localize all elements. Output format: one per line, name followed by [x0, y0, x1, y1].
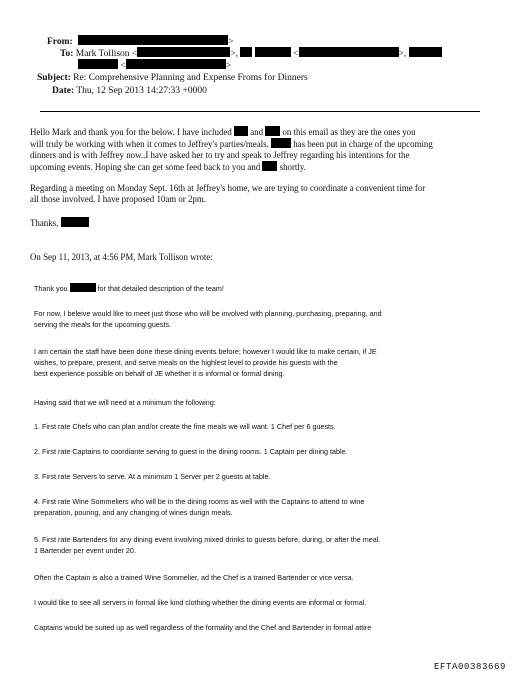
- to-label: To:: [60, 49, 74, 59]
- reply-paragraph-2: [30, 183, 486, 205]
- redaction-block: [299, 47, 399, 57]
- header-divider: [40, 111, 480, 112]
- text-line: 4. First rate Wine Sommeliers who will be in the dining rooms as well with the Captains to attend to wine: [34, 497, 365, 506]
- redaction-block: [265, 126, 280, 136]
- to-name: Mark Tollison <: [75, 49, 138, 59]
- list-item-3: 3. First rate Servers to serve. At a minimum 1 Server per 2 guests at table.: [34, 472, 271, 481]
- redaction-block: [262, 161, 277, 171]
- redaction-block: [78, 35, 228, 45]
- angle-bracket: >: [225, 61, 232, 71]
- redaction-block: [137, 47, 230, 57]
- angle-bracket: <: [120, 61, 126, 71]
- quoted-paragraph-2: [34, 308, 486, 330]
- text-line: will truly be working with when it comes to Jeffrey's parties/meals.: [30, 139, 269, 149]
- quoted-line-1: [34, 283, 486, 294]
- quoted-paragraph-3: [34, 346, 486, 379]
- reply-paragraph-1: [30, 126, 486, 173]
- list-item-1: 1. First rate Chefs who can plan and/or create the fine meals we will want. 1 Chef per 6 guests.: [34, 422, 336, 431]
- text-line: Hello Mark and thank you for the below. I have included: [30, 127, 232, 137]
- text-line: For now, I beleive would like to meet just those who will be involved with planning, purchasing, preparing, and: [34, 309, 382, 318]
- text-line: I am certain the staff have been done these dining events before; however I would like to make certain, if JE: [34, 347, 377, 356]
- text-line: has been put in charge of the upcoming: [293, 139, 433, 149]
- text-line: 1 Bartender per event under 20.: [34, 546, 136, 555]
- angle-bracket: >: [228, 37, 234, 47]
- text-line: wishes, to prepare, present, and serve meals on the highlest level to provide his guests with the: [34, 358, 338, 367]
- redaction-block: [78, 59, 118, 69]
- subject-row: [37, 72, 308, 84]
- quoted-paragraph-4: Having said that we will need at a minimum the following:: [34, 398, 216, 407]
- text-line: shortly.: [279, 162, 306, 172]
- angle-bracket: >,: [230, 49, 239, 59]
- thanks-text: Thanks,: [30, 218, 59, 228]
- bates-number: EFTA00383669: [433, 662, 506, 672]
- text-line: 5. First rate Bartenders for any dining event involving mixed drinks to guests before, during, or after the meal.: [34, 535, 381, 544]
- from-label: From:: [47, 37, 73, 47]
- angle-bracket: <: [293, 49, 299, 59]
- signoff: [30, 217, 486, 229]
- angle-bracket: >,: [398, 49, 407, 59]
- redaction-block: [409, 47, 442, 57]
- quoted-paragraph-7: Captains would be suited up as well regardless of the formality and the Chef and Bartender in formal attire: [34, 623, 372, 632]
- text-line: and: [250, 127, 264, 137]
- text-line: dinners and is with Jeffrey now..I have asked her to try and speak to Jeffrey regarding his intentions for the: [30, 150, 410, 160]
- to-row-continued: [78, 59, 231, 72]
- text-line: on this email as they are the ones you: [282, 127, 416, 137]
- redaction-block: [126, 59, 226, 69]
- subject-value: Re: Comprehensive Planning and Expense Froms for Dinners: [73, 73, 308, 83]
- text-line: serving the meals for the upcoming guests.: [34, 320, 172, 329]
- redaction-block: [61, 217, 89, 227]
- text-line: best experience possible on behalf of JE whether it is informal or formal dining.: [34, 369, 285, 378]
- quote-attribution: On Sep 11, 2013, at 4:56 PM, Mark Tollison wrote:: [30, 252, 213, 262]
- text-line: Thank you: [34, 284, 68, 293]
- redaction-block: [271, 138, 291, 148]
- list-item-4: [34, 496, 486, 518]
- quoted-paragraph-6: I would like to see all servers in formal like kind clothing whether the dining events are informal or formal.: [34, 598, 367, 607]
- text-line: all those involved. I have proposed 10am or 2pm.: [30, 194, 206, 204]
- subject-label: Subject:: [37, 73, 71, 83]
- text-line: upcoming events. Hoping she can get some feed back to you and: [30, 162, 261, 172]
- text-line: preparation, pouring, and any changing of wines durign meals.: [34, 508, 233, 517]
- redaction-block: [240, 47, 252, 57]
- quoted-paragraph-5: Often the Captain is also a trained Wine Sommelier, ad the Chef is a trained Bartender or vice versa.: [34, 573, 354, 582]
- text-line: for that detailed description of the team!: [97, 284, 224, 293]
- redaction-block: [70, 283, 96, 292]
- list-item-5: [34, 534, 486, 556]
- date-label: Date:: [52, 86, 75, 96]
- redaction-block: [255, 47, 291, 57]
- date-value: Thu, 12 Sep 2013 14:27:33 +0000: [76, 86, 207, 96]
- redaction-block: [234, 126, 248, 136]
- text-line: Regarding a meeting on Monday Sept. 16th at Jeffrey's home, we are trying to coordinate a convenient time for: [30, 183, 426, 193]
- date-row: [52, 85, 207, 97]
- list-item-2: 2. First rate Captains to coordiante serving to guest in the dining rooms. 1 Captain per dining table.: [34, 447, 348, 456]
